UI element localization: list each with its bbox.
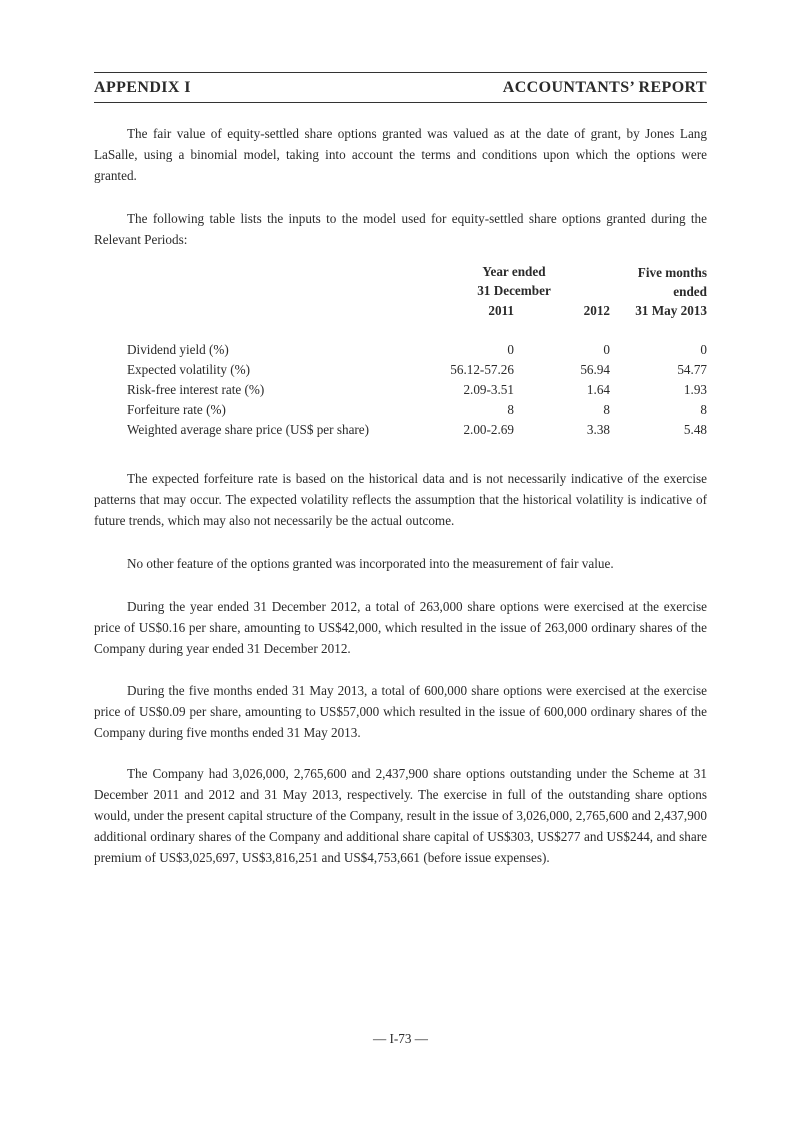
page-header (94, 72, 707, 103)
paragraph-exercised-2013: During the five months ended 31 May 2013, a total of 600,000 share options were exercised at the exercise price of US$0.09 per share, amounting to US$57,000 which resulted in the issue of 600,000 ordinary shares of the Company during five months ended 31 May 2013. (94, 683, 707, 740)
column-31-may-2013: 31 May 2013 (635, 303, 707, 318)
value-2012: 3.38 (586, 422, 610, 437)
table-row (94, 340, 707, 360)
document-page (94, 0, 707, 1131)
value-2011: 2.09-3.51 (463, 382, 514, 397)
value-2012: 8 (603, 402, 610, 417)
header-year-ended: Year ended (482, 264, 546, 279)
header-31-december: 31 December (477, 283, 551, 298)
row-label: Expected volatility (%) (127, 362, 251, 377)
table-row (94, 420, 707, 440)
value-2013: 8 (700, 402, 707, 417)
row-label: Risk-free interest rate (%) (127, 382, 265, 397)
paragraph-outstanding-options: The Company had 3,026,000, 2,765,600 and 2,437,900 share options outstanding under the Scheme at 31 December 2011 and 2012 and 31 May 2013, respectively. The exercise in full of the outstanding share options would, under the present capital structure of the Company, result in the issue of 3,026,000, 2,765,600 and 2,437,900 additional ordinary shares of the Company and additional share capital of US$303, US$277 and US$244, and share premium of US$3,025,697, US$3,816,251 and US$4,753,661 (before issue expenses). (94, 766, 707, 865)
value-2013: 1.93 (683, 382, 707, 397)
row-label: Weighted average share price (US$ per share) (127, 422, 370, 437)
paragraph-forfeiture-volatility: The expected forfeiture rate is based on the historical data and is not necessarily indicative of the exercise patterns that may occur. The expected volatility reflects the assumption that the historical volatility is indicative of future trends, which may also not necessarily be the actual outcome. (94, 471, 707, 528)
column-2011: 2011 (488, 303, 514, 318)
table-row (94, 380, 707, 400)
appendix-title: APPENDIX I (94, 79, 191, 96)
table-row (94, 360, 707, 380)
column-2012: 2012 (583, 303, 610, 318)
value-2013: 54.77 (677, 362, 707, 377)
header-ended: ended (673, 284, 707, 299)
value-2012: 1.64 (586, 382, 610, 397)
value-2011: 0 (507, 342, 514, 357)
value-2011: 8 (507, 402, 514, 417)
value-2013: 0 (700, 342, 707, 357)
page-number: — I-73 — (373, 1031, 428, 1046)
paragraph-no-other-feature: No other feature of the options granted was incorporated into the measurement of fair value. (127, 556, 614, 571)
section-title: ACCOUNTANTS’ REPORT (502, 79, 707, 96)
paragraph-fair-value: The fair value of equity-settled share options granted was valued as at the date of grant, by Jones Lang LaSalle, using a binomial model, taking into account the terms and conditions upon which the options were granted. (94, 126, 707, 183)
value-2011: 2.00-2.69 (463, 422, 514, 437)
value-2012: 0 (603, 342, 610, 357)
value-2013: 5.48 (683, 422, 707, 437)
paragraph-table-intro: The following table lists the inputs to the model used for equity-settled share options granted during the Relevant Periods: (94, 211, 707, 247)
paragraph-exercised-2012: During the year ended 31 December 2012, a total of 263,000 share options were exercised at the exercise price of US$0.16 per share, amounting to US$42,000, which resulted in the issue of 263,000 ordinary shares of the Company during year ended 31 December 2012. (94, 599, 707, 656)
row-label: Dividend yield (%) (127, 342, 229, 357)
table-row (94, 400, 707, 420)
header-five-months: Five months (637, 265, 707, 280)
value-2012: 56.94 (580, 362, 610, 377)
value-2011: 56.12-57.26 (450, 362, 514, 377)
row-label: Forfeiture rate (%) (127, 402, 226, 417)
